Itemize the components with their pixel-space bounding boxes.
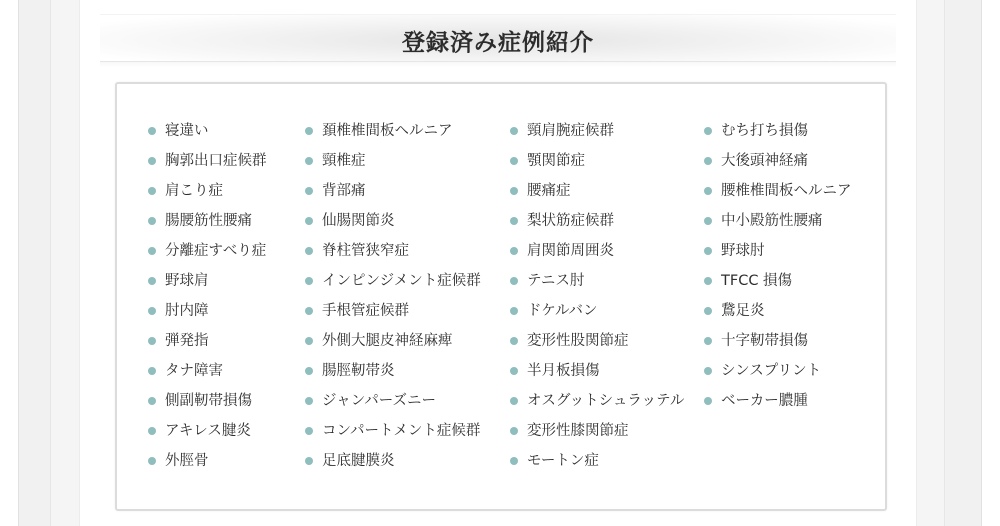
case-label: 腰椎椎間板ヘルニア — [721, 183, 852, 199]
case-label: 弾発指 — [165, 333, 209, 349]
case-item — [305, 296, 481, 326]
bullet-icon — [305, 247, 313, 255]
bullet-icon — [148, 397, 156, 405]
bullet-icon — [148, 337, 156, 345]
case-item — [510, 326, 684, 356]
case-item — [510, 416, 684, 446]
case-item — [148, 296, 267, 326]
bullet-icon — [305, 307, 313, 315]
case-label: 胸郭出口症候群 — [165, 153, 267, 169]
case-label: ベーカー膿腫 — [721, 393, 808, 409]
case-label: 背部痛 — [322, 183, 366, 199]
case-label: ジャンパーズニー — [322, 393, 436, 409]
case-item — [704, 116, 852, 146]
bullet-icon — [510, 247, 518, 255]
cases-box — [115, 82, 887, 511]
bullet-icon — [704, 367, 712, 375]
case-item — [305, 206, 481, 236]
case-label: 肩関節周囲炎 — [527, 243, 614, 259]
case-item — [704, 386, 852, 416]
bullet-icon — [510, 187, 518, 195]
cases-column-4 — [704, 116, 852, 416]
case-item — [305, 446, 481, 476]
case-item — [148, 446, 267, 476]
case-item — [148, 146, 267, 176]
case-item — [148, 416, 267, 446]
case-label: 顎関節症 — [527, 153, 585, 169]
case-label: 外側大腿皮神経麻痺 — [322, 333, 453, 349]
bullet-icon — [305, 427, 313, 435]
bullet-icon — [148, 187, 156, 195]
bullet-icon — [148, 307, 156, 315]
case-label: 半月板損傷 — [527, 363, 600, 379]
case-label: テニス肘 — [527, 273, 585, 289]
bullet-icon — [148, 427, 156, 435]
case-label: 野球肩 — [165, 273, 209, 289]
case-item — [148, 206, 267, 236]
bullet-icon — [510, 397, 518, 405]
bullet-icon — [305, 187, 313, 195]
bullet-icon — [510, 157, 518, 165]
case-label: 腸脛靭帯炎 — [322, 363, 395, 379]
bullet-icon — [704, 247, 712, 255]
bullet-icon — [305, 217, 313, 225]
case-label: 変形性股関節症 — [527, 333, 629, 349]
case-item — [305, 176, 481, 206]
case-label: 仙腸関節炎 — [322, 213, 395, 229]
case-label: 頚椎椎間板ヘルニア — [322, 123, 453, 139]
case-label: アキレス腱炎 — [165, 423, 251, 439]
bullet-icon — [148, 247, 156, 255]
bullet-icon — [305, 397, 313, 405]
case-label: オスグットシュラッテル — [527, 393, 685, 409]
page-title: 登録済み症例紹介 — [402, 29, 594, 56]
case-label: 鵞足炎 — [721, 303, 765, 319]
bullet-icon — [148, 457, 156, 465]
bullet-icon — [704, 127, 712, 135]
cases-column-3 — [510, 116, 684, 476]
case-item — [510, 206, 684, 236]
case-item — [510, 356, 684, 386]
case-item — [148, 116, 267, 146]
case-item — [510, 176, 684, 206]
case-label: 十字靭帯損傷 — [721, 333, 808, 349]
bullet-icon — [510, 277, 518, 285]
case-label: 野球肘 — [721, 243, 765, 259]
case-label: 寝違い — [165, 123, 209, 139]
bullet-icon — [510, 307, 518, 315]
case-item — [305, 146, 481, 176]
case-item — [704, 206, 852, 236]
case-item — [148, 236, 267, 266]
bullet-icon — [704, 337, 712, 345]
bullet-icon — [305, 157, 313, 165]
case-item — [148, 326, 267, 356]
bullet-icon — [148, 277, 156, 285]
case-label: 変形性膝関節症 — [527, 423, 629, 439]
case-item — [305, 116, 481, 146]
bullet-icon — [305, 457, 313, 465]
case-label: 頸肩腕症候群 — [527, 123, 614, 139]
bullet-icon — [510, 217, 518, 225]
case-label: シンスプリント — [721, 363, 822, 379]
case-label: 足底腱膜炎 — [322, 453, 395, 469]
cases-column-2 — [305, 116, 481, 476]
bullet-icon — [510, 457, 518, 465]
case-item — [305, 416, 481, 446]
case-item — [148, 386, 267, 416]
case-label: 肘内障 — [165, 303, 209, 319]
case-label: むち打ち損傷 — [721, 123, 808, 139]
case-item — [148, 176, 267, 206]
cases-column-1 — [148, 116, 267, 476]
case-item — [510, 146, 684, 176]
case-item — [704, 236, 852, 266]
bullet-icon — [704, 277, 712, 285]
bullet-icon — [704, 307, 712, 315]
case-item — [704, 326, 852, 356]
case-label: 腰痛症 — [527, 183, 571, 199]
title-bar — [100, 14, 896, 62]
bullet-icon — [510, 427, 518, 435]
case-item — [305, 356, 481, 386]
bullet-icon — [148, 157, 156, 165]
case-item — [148, 266, 267, 296]
case-item — [305, 326, 481, 356]
bullet-icon — [305, 277, 313, 285]
case-label: 梨状筋症候群 — [527, 213, 614, 229]
case-label: 肩こり症 — [165, 183, 223, 199]
bullet-icon — [148, 217, 156, 225]
bullet-icon — [510, 337, 518, 345]
bullet-icon — [704, 217, 712, 225]
case-label: 分離症すべり症 — [165, 243, 267, 259]
case-item — [704, 146, 852, 176]
bullet-icon — [305, 127, 313, 135]
case-label: モートン症 — [527, 453, 599, 469]
case-item — [510, 446, 684, 476]
bullet-icon — [704, 187, 712, 195]
case-item — [305, 236, 481, 266]
case-label: 中小殿筋性腰痛 — [721, 213, 823, 229]
case-label: 脊柱管狭窄症 — [322, 243, 409, 259]
case-label: TFCC 損傷 — [721, 273, 793, 289]
bullet-icon — [510, 127, 518, 135]
case-label: ドケルバン — [527, 303, 598, 319]
bullet-icon — [305, 367, 313, 375]
case-item — [305, 266, 481, 296]
bullet-icon — [704, 397, 712, 405]
case-item — [704, 296, 852, 326]
case-label: コンパートメント症候群 — [322, 423, 481, 439]
bullet-icon — [148, 367, 156, 375]
bullet-icon — [148, 127, 156, 135]
case-label: 腸腰筋性腰痛 — [165, 213, 252, 229]
case-item — [510, 296, 684, 326]
case-label: 大後頭神経痛 — [721, 153, 808, 169]
case-item — [704, 266, 852, 296]
case-item — [510, 266, 684, 296]
case-item — [510, 236, 684, 266]
case-item — [510, 386, 684, 416]
case-item — [704, 356, 852, 386]
case-item — [148, 356, 267, 386]
case-item — [704, 176, 852, 206]
case-label: 頸椎症 — [322, 153, 366, 169]
case-item — [305, 386, 481, 416]
case-label: 外脛骨 — [165, 453, 209, 469]
case-label: タナ障害 — [165, 363, 223, 379]
bullet-icon — [305, 337, 313, 345]
bullet-icon — [704, 157, 712, 165]
case-label: 側副靭帯損傷 — [165, 393, 252, 409]
bullet-icon — [510, 367, 518, 375]
case-label: 手根管症候群 — [322, 303, 409, 319]
case-label: インピンジメント症候群 — [322, 273, 481, 289]
case-item — [510, 116, 684, 146]
